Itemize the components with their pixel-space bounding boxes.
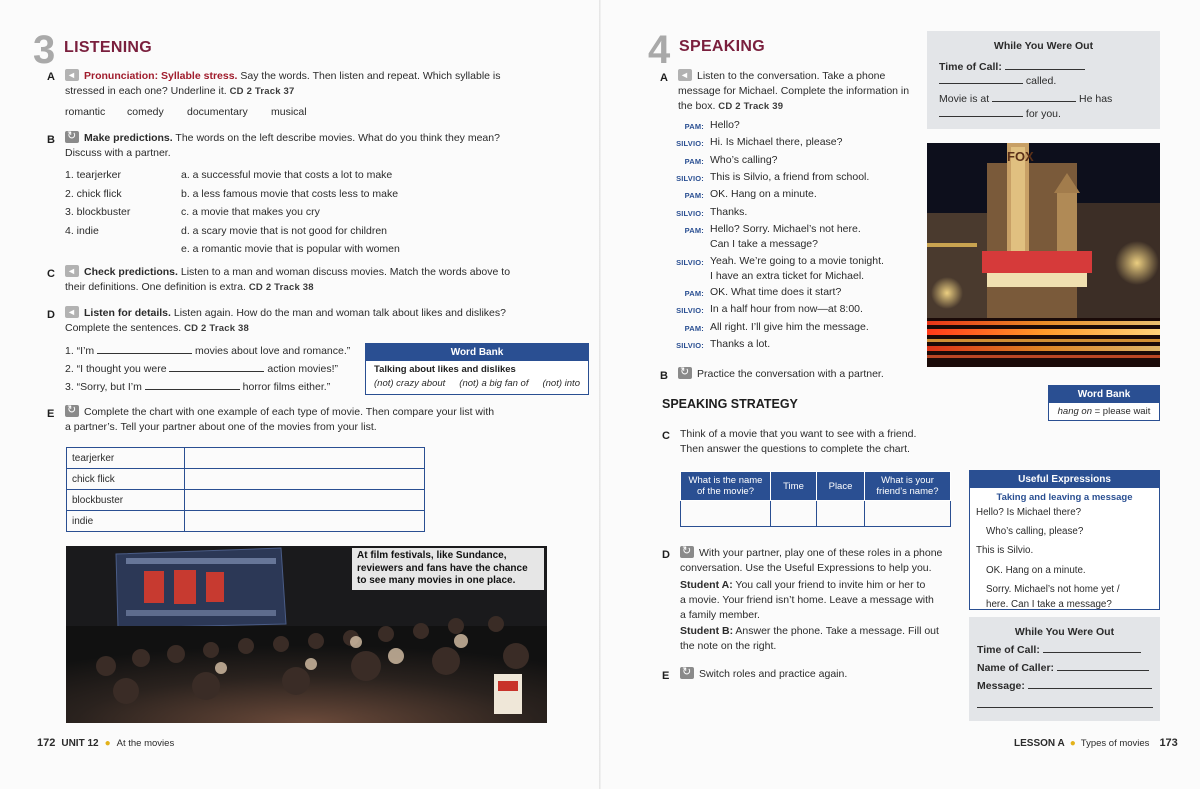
note-caller-row: Name of Caller: [977,661,1149,676]
word-comedy: comedy [127,106,164,118]
note-time-row: Time of Call: [977,643,1141,658]
sentence-3: 3. “Sorry, but I’m horror films either.” [65,381,331,393]
pair-work-icon [65,405,79,417]
section-title: LISTENING [64,39,153,56]
dialogue-line: SILVIO: Yeah. We’re going to a movie tonight. I have an extra ticket for Michael. [676,255,884,282]
dialogue-line: PAM: OK. What time does it start? [684,286,842,298]
photo-caption: At film festivals, like Sundance, reviewers and fans have the chance to see many movies in one place. [352,548,544,590]
note-message-row: Message: [977,679,1152,694]
dialogue-line: PAM: OK. Hang on a minute. [684,188,817,200]
word-romantic: romantic [65,106,106,118]
strategy-heading: SPEAKING STRATEGY [662,397,798,411]
expression-line: here. Can I take a message? [986,599,1112,611]
expression-list [976,505,1120,612]
definition-list [181,166,400,259]
dialogue-line: PAM: Hello? Sorry. Michael’s not here. Can I take a message? [684,223,861,250]
activity-c-instructions: ◄ Check predictions. Listen to a man and woman discuss movies. Match the words above to their definitions. One definition is extra. CD 2 Track 38 [65,265,545,295]
word-bank-item: (not) a big fan of [459,378,529,389]
list-item: b. a less famous movie that costs less to make [181,187,399,200]
sentence-1: 1. “I’m movies about love and romance.” [65,345,351,357]
expression-line: Sorry. Michael’s not home yet / [986,583,1120,595]
answer-cell[interactable] [185,448,425,469]
activity-letter: D [47,309,55,321]
page-number: 172 [37,737,56,749]
pair-work-icon [65,131,79,143]
table-row: blockbuster [67,490,425,511]
activity-a-instructions: ◄ Pronunciation: Syllable stress. Say the words. Then listen and repeat. Which syllable is stressed in each one? Underline it. CD 2 Track 37 [65,69,545,99]
festival-photo [66,546,547,723]
column-header: Place [817,472,865,501]
section-number: 4 [648,28,670,72]
word-bank-item: (not) into [542,378,580,389]
expression-line: OK. Hang on a minute. [986,564,1086,576]
dialogue-line: SILVIO: This is Silvio, a friend from school. [676,171,870,183]
table-row: tearjerker [67,448,425,469]
dialogue-line: PAM: All right. I’ll give him the message. [684,321,869,333]
note-message-row: for you. [939,107,1061,122]
word-documentary: documentary [187,106,248,118]
word-bank-entry: hang on = please wait [1057,406,1151,417]
note-blank[interactable] [1005,60,1085,70]
activity-b-instructions: ↻ Make predictions. The words on the left describe movies. What do you think they mean? Discuss with a partner. [65,131,545,161]
useful-expressions-subtitle: Taking and leaving a message [996,492,1133,503]
theater-night-illustration [927,143,1160,367]
pair-work-icon [678,367,692,379]
movie-chart [66,447,425,532]
sentence-2: 2. “I thought you were action movies!” [65,363,339,375]
table-row: chick flick [67,469,425,490]
page-number: 173 [1159,737,1178,749]
section-title: SPEAKING [679,38,765,55]
activity-letter: C [662,430,670,442]
list-item: 4. indie [65,224,99,237]
answer-cell[interactable] [865,501,951,527]
word-bank-title: Word Bank [366,344,588,361]
note-blank[interactable] [977,707,1153,708]
activity-e-instructions: ↻ Complete the chart with one example of each type of movie. Then compare your list with a partner’s. Tell your partner about one of the movies from your list. [65,405,545,435]
activity-letter: A [660,72,668,84]
pair-work-icon [680,546,694,558]
activity-letter: E [47,408,55,420]
student-b-role: Student B: Answer the phone. Take a message. Fill out the note on the right. [680,625,939,652]
column-header: Time [771,472,817,501]
activity-d-instructions: ◄ Listen for details. Listen again. How do the man and woman talk about likes and dislikes? Complete the sentences. CD 2 Track 38 [65,306,545,336]
answer-blank[interactable] [97,344,192,354]
answer-cell[interactable] [681,501,771,527]
phone-message-note-blank [969,617,1160,721]
word-musical: musical [271,106,307,118]
note-title: While You Were Out [993,40,1094,52]
column-header: What is your friend’s name? [865,472,951,501]
dialogue-line: PAM: Who’s calling? [684,154,778,166]
activity-letter: D [662,549,670,561]
audio-icon [65,265,79,277]
list-item: e. a romantic movie that is popular with women [181,243,400,255]
right-page [600,0,1200,789]
activity-a-instructions: ◄ Listen to the conversation. Take a phone message for Michael. Complete the information in the box. CD 2 Track 39 [678,69,928,114]
list-item: 2. chick flick [65,187,122,200]
table-header-row [681,472,951,501]
activity-d-instructions: ↻ With your partner, play one of these roles in a phone conversation. Use the Useful Expressions to help you. [680,546,960,576]
dialogue-line: PAM: Hello? [684,119,740,131]
phone-message-note [927,31,1160,129]
lesson-topic: Types of movies [1080,738,1150,749]
expression-line: Hello? Is Michael there? [976,507,1082,518]
page-footer [37,737,174,749]
sentence-list [65,342,350,396]
audio-icon [65,306,79,318]
answer-cell[interactable] [185,469,425,490]
expression-line: This is Silvio. [976,545,1034,557]
expression-line: Who’s calling, please? [986,526,1084,538]
note-blank[interactable] [939,74,1023,84]
answer-cell[interactable] [771,501,817,527]
activity-letter: B [660,370,668,382]
useful-expressions-title: Useful Expressions [970,471,1159,488]
note-caller-row: called. [939,74,1056,89]
list-item: 1. tearjerker [65,169,122,181]
word-bank-subtitle: Talking about likes and dislikes [374,364,516,375]
note-blank[interactable] [992,92,1076,102]
dialogue-line: SILVIO: Thanks. [676,206,748,218]
answer-cell[interactable] [185,511,425,532]
audio-icon [65,69,79,81]
list-item: d. a scary movie that is not good for children [181,224,388,237]
list-item: a. a successful movie that costs a lot to make [181,169,393,181]
dialogue-line: SILVIO: In a half hour from now—at 8:00. [676,303,863,315]
note-blank[interactable] [939,107,1023,117]
fox-sign: FOX [1007,149,1034,164]
word-bank-item: (not) crazy about [374,378,446,389]
movie-plan-chart [680,471,951,527]
bullet-icon: ● [1069,738,1076,749]
word-bank [365,343,589,395]
note-title: While You Were Out [1014,626,1115,638]
activity-letter: C [47,268,55,280]
note-blank[interactable] [1043,643,1141,653]
page-footer [1014,737,1178,749]
activity-c-instructions: Think of a movie that you want to see with a friend. Then answer the questions to complete the chart. [680,428,917,455]
activity-letter: E [662,670,670,682]
list-item: c. a movie that makes you cry [181,206,320,218]
note-blank[interactable] [1028,679,1152,689]
term-list [65,166,130,240]
unit-topic: At the movies [116,738,175,749]
table-row: indie [67,511,425,532]
answer-cell[interactable] [185,490,425,511]
lesson-label: LESSON A [1014,738,1065,749]
note-blank[interactable] [1057,661,1149,671]
note-time-row: Time of Call: [939,60,1085,75]
useful-expressions-box [969,470,1160,610]
dialogue-line: SILVIO: Hi. Is Michael there, please? [676,136,843,148]
student-a-role: Student A: You call your friend to invite him or her to a movie. Your friend isn’t home. Leave a message with a family member. [680,579,934,621]
column-header: What is the name of the movie? [681,472,771,501]
answer-cell[interactable] [817,501,865,527]
activity-letter: A [47,71,55,83]
activity-e-instructions: ↻ Switch roles and practice again. [680,667,847,682]
word-bank [1048,385,1160,421]
answer-blank[interactable] [145,380,240,390]
word-bank-title: Word Bank [1049,386,1159,403]
answer-blank[interactable] [169,362,264,372]
activity-letter: B [47,134,55,146]
table-row [681,501,951,527]
bullet-icon: ● [104,738,111,749]
pair-work-icon [680,667,694,679]
audio-icon [678,69,692,81]
unit-label: UNIT 12 [61,738,99,749]
dialogue-line: SILVIO: Thanks a lot. [676,338,771,350]
fox-theater-photo [927,143,1160,367]
section-number: 3 [33,28,55,72]
note-movie-row: Movie is at He has [939,93,1113,105]
list-item: 3. blockbuster [65,206,131,218]
activity-b-instructions: ↻ Practice the conversation with a partner. [678,367,884,382]
word-bank-items [366,375,588,392]
